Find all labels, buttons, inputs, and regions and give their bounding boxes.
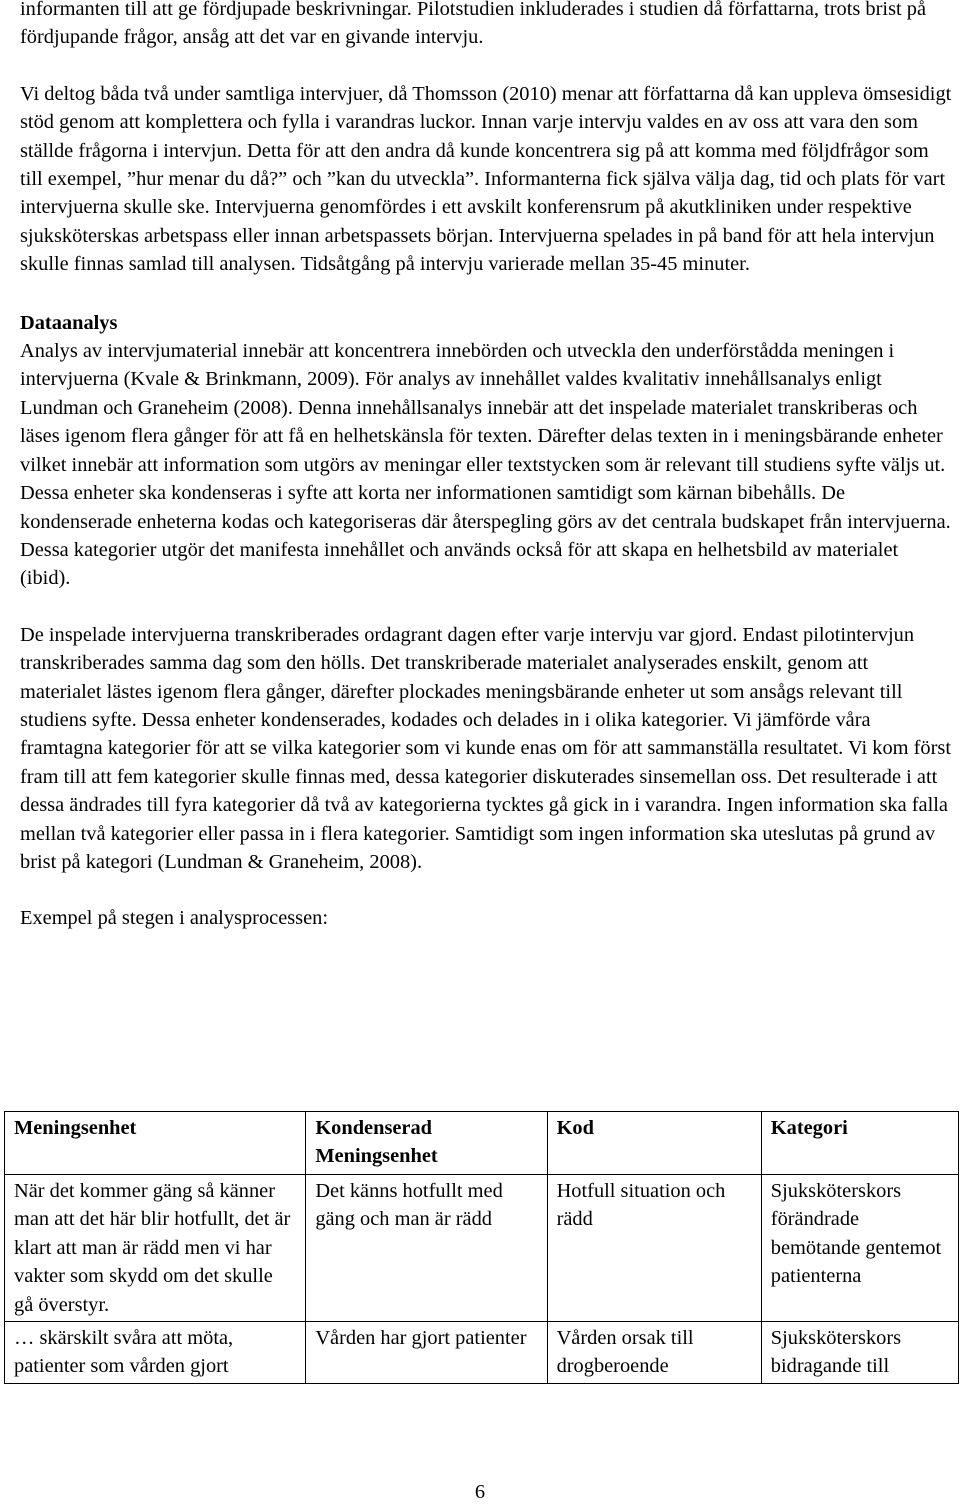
cell-kondenserad: Vården har gjort patienter [306,1322,547,1384]
analysis-table [4,1111,959,1384]
cell-kod: Vården orsak till drogberoende [547,1322,761,1384]
cell-kod: Hotfull situation och rädd [547,1175,761,1322]
table-row [5,1175,959,1322]
cell-meningsenhet: När det kommer gäng så känner man att det här blir hotfullt, det är klart att man är rädd men vi har vakter som skydd om det skulle gå överstyr. [5,1175,306,1322]
page-number: 6 [474,1481,486,1503]
cell-kategori: Sjuksköterskors bidragande till [761,1322,958,1384]
header-kondenserad-meningsenhet: Kondenserad Meningsenhet [306,1112,547,1175]
cell-kondenserad: Det känns hotfullt med gäng och man är rädd [306,1175,547,1322]
table-header-row [5,1112,959,1175]
header-kategori: Kategori [761,1112,958,1175]
table-row [5,1322,959,1384]
paragraph-interviews: Vi deltog båda två under samtliga intervjuer, då Thomsson (2010) menar att författarna då kan uppleva ömsesidigt stöd genom att komplettera och fylla i varandras luckor. Innan varje intervju valdes en av oss att vara den som ställde frågorna i intervjun. Detta för att den andra då kunde koncentrera sig på att komma med följdfrågor som till exempel, ”hur menar du då?” och ”kan du utveckla”. Informanterna fick själva välja dag, tid och plats för vart intervjuerna skulle ske. Intervjuerna genomfördes i ett avskilt konferensrum på akutkliniken under respektive sjuksköterskas arbetspass eller innan arbetspassets början. Intervjuerna spelades in på band för att hela intervjun skulle finnas samlad till analysen. Tidsåtgång på intervju varierade mellan 35-45 minuter. [20,82,952,276]
document-page [20,0,952,933]
header-meningsenhet: Meningsenhet [5,1112,306,1175]
cell-meningsenhet: … skärskilt svåra att möta, patienter som vården gjort [5,1322,306,1384]
paragraph-analysis-process: De inspelade intervjuerna transkriberades ordagrant dagen efter varje intervju var gjord. Endast pilotintervjun transkriberades samma dag som den hölls. Det transkriberade materialet analyserades enskilt, genom att materialet lästes igenom flera gånger, därefter plockades meningsbärande enheter ut som ansågs relevant till studiens syfte. Dessa enheter kondenserades, kodades och delades in i olika kategorier. Vi jämförde våra framtagna kategorier för att se vilka kategorier som vi kunde enas om för att sammanställa resultatet. Vi kom först fram till att fem kategorier skulle finnas med, dessa kategorier diskuterades sinsemellan oss. Det resulterade i att dessa ändrades till fyra kategorier då två av kategorierna tycktes gå gick in i varandra. Ingen information ska falla mellan två kategorier eller passa in i flera kategorier. Samtidigt som ingen information ska uteslutas på grund av brist på kategori (Lundman & Graneheim, 2008). [20,623,951,873]
cell-kategori: Sjuksköterskors förändrade bemötande gentemot patienterna [761,1175,958,1322]
header-kod: Kod [547,1112,761,1175]
example-intro: Exempel på stegen i analysprocessen: [20,907,329,930]
paragraph-pilot: informanten till att ge fördjupade beskrivningar. Pilotstudien inkluderades i studien då författarna, trots brist på fördjupande frågor, ansåg att det var en givande intervju. [20,0,927,49]
paragraph-analysis-method: Analys av intervjumaterial innebär att koncentrera innebörden och utveckla den underförstådda meningen i intervjuerna (Kvale & Brinkmann, 2009). För analys av innehållet valdes kvalitativ innehållsanalys enligt Lundman och Graneheim (2008). Denna innehållsanalys innebär att det inspelade materialet transkriberas och läses igenom flera gånger för att få en helhetskänsla för texten. Därefter delas texten in i meningsbärande enheter vilket innebär att information som utgörs av meningar eller textstycken som är relevant till studiens syfte väljs ut. Dessa enheter ska kondenseras i syfte att korta ner informationen samtidigt som kärnan bibehålls. De kondenserade enheterna kodas och kategoriseras där återspegling görs av det centrala budskapet från intervjuerna. Dessa kategorier utgör det manifesta innehållet och används också för att skapa en helhetsbild av materialet (ibid). [20,340,951,590]
section-heading: Dataanalys [20,311,118,334]
